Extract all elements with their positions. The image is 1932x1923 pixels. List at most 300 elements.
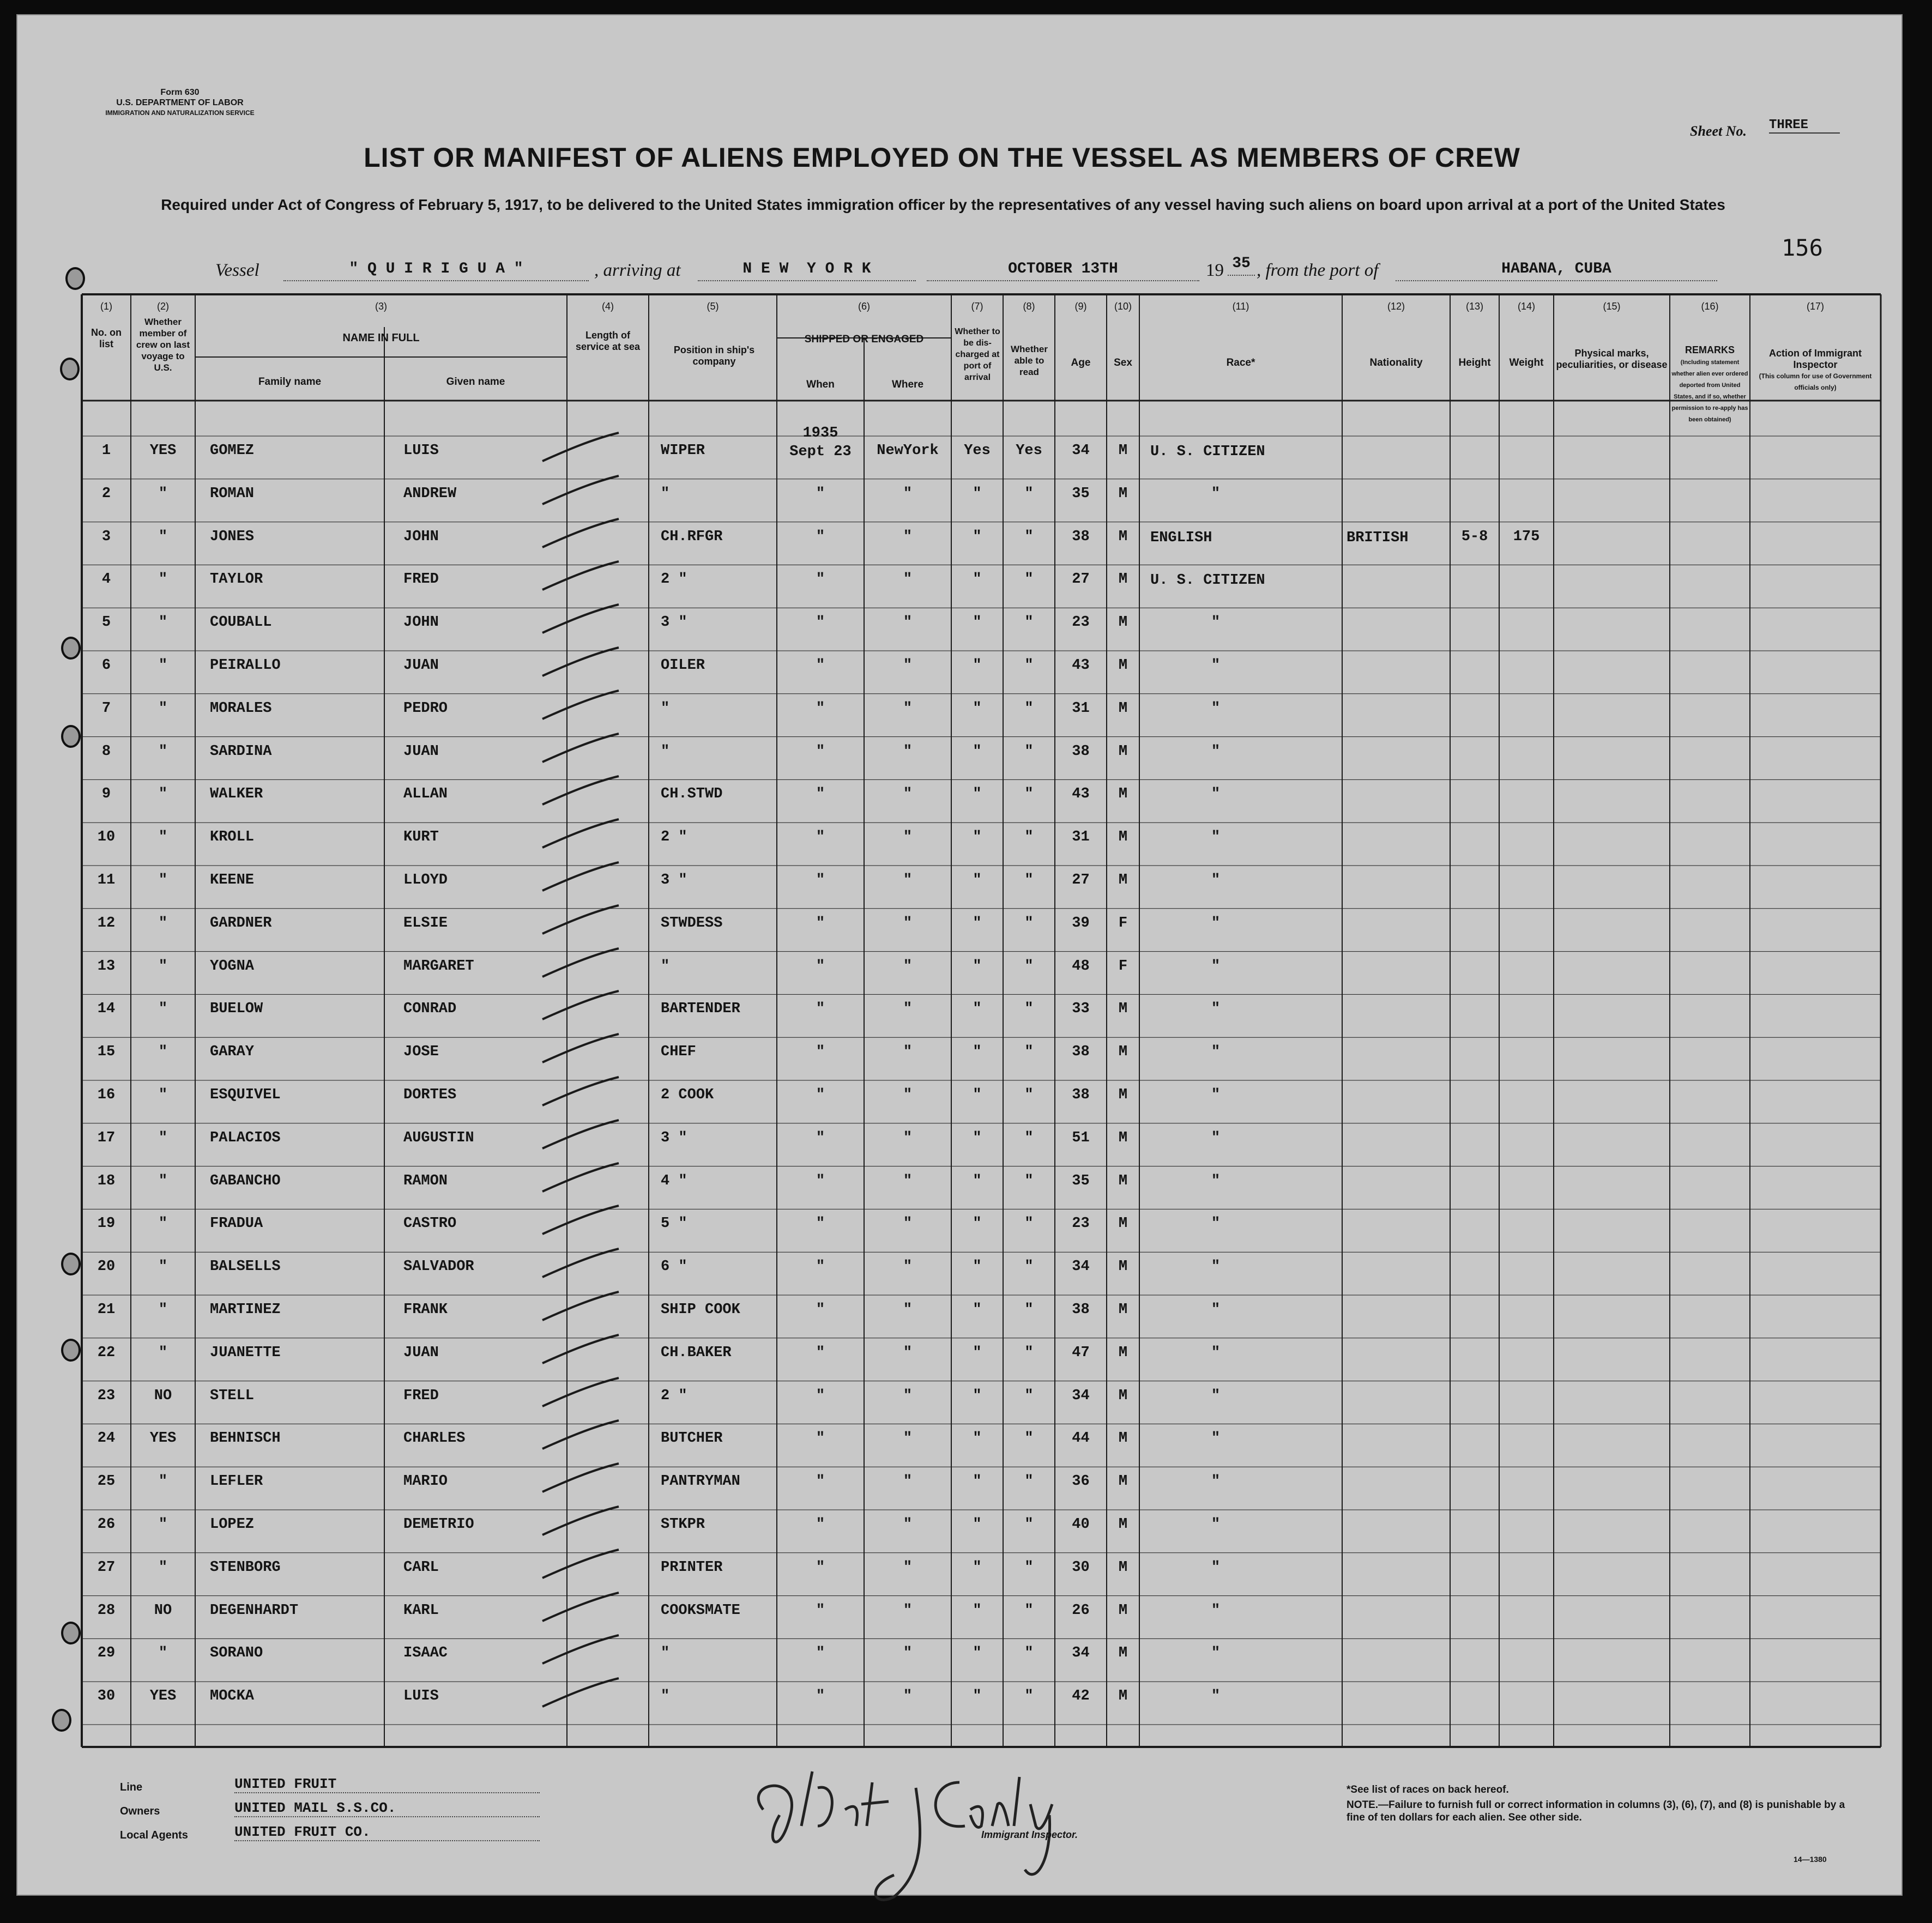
- column-number: (11): [1232, 301, 1249, 312]
- header-remarks: REMARKS: [1685, 344, 1735, 355]
- family-name: TAYLOR: [210, 571, 263, 588]
- position-value: CHEF: [661, 1044, 696, 1061]
- position-value: ": [661, 1688, 670, 1705]
- sex-value: M: [1118, 872, 1128, 888]
- last-voyage-value: NO: [154, 1602, 172, 1619]
- last-voyage-value: ": [158, 700, 168, 717]
- last-voyage-value: ": [158, 1172, 168, 1189]
- position-value: CH.BAKER: [661, 1344, 732, 1361]
- family-name: GOMEZ: [210, 443, 255, 459]
- arrival-port: N E W Y O R K: [698, 261, 916, 281]
- given-name: PEDRO: [403, 700, 448, 717]
- last-voyage-value: ": [158, 1044, 168, 1061]
- family-name: JONES: [210, 528, 255, 545]
- age-value: 27: [1072, 571, 1090, 588]
- sex-value: F: [1118, 915, 1128, 932]
- sex-value: M: [1118, 1430, 1128, 1447]
- shipped-where: ": [903, 1302, 913, 1318]
- given-name: KURT: [403, 829, 439, 846]
- inspector-label: Immigrant Inspector.: [981, 1829, 1078, 1840]
- given-name: LUIS: [403, 1688, 439, 1705]
- read-value: ": [1024, 1172, 1034, 1189]
- shipped-where: ": [903, 1216, 913, 1232]
- given-name: JOHN: [403, 528, 439, 545]
- header-physical-marks: Physical marks, peculiarities, or disease: [1556, 348, 1668, 370]
- row-number: 13: [97, 958, 116, 975]
- race-value: ": [1211, 485, 1221, 502]
- given-name: CARL: [403, 1559, 439, 1576]
- column-number: (15): [1603, 301, 1621, 312]
- row-number: 4: [101, 571, 111, 588]
- discharged-value: ": [973, 1087, 982, 1103]
- shipped-when: ": [816, 1129, 825, 1146]
- read-value: ": [1024, 1559, 1034, 1576]
- read-value: ": [1024, 829, 1034, 846]
- last-voyage-value: ": [158, 1473, 168, 1490]
- shipped-where: ": [903, 1688, 913, 1705]
- sex-value: M: [1118, 1387, 1128, 1404]
- age-value: 38: [1072, 743, 1090, 760]
- age-value: 23: [1072, 1216, 1090, 1232]
- age-value: 30: [1072, 1559, 1090, 1576]
- shipped-where: ": [903, 614, 913, 631]
- discharged-value: ": [973, 1044, 982, 1061]
- position-value: STWDESS: [661, 915, 723, 932]
- last-voyage-value: ": [158, 958, 168, 975]
- last-voyage-value: ": [158, 1559, 168, 1576]
- sex-value: M: [1118, 1344, 1128, 1361]
- last-voyage-value: ": [158, 786, 168, 803]
- position-value: CH.RFGR: [661, 528, 723, 545]
- page-title: LIST OR MANIFEST OF ALIENS EMPLOYED ON THE VESSEL AS MEMBERS OF CREW: [364, 142, 1520, 173]
- race-value: ": [1211, 1430, 1221, 1447]
- given-name: JUAN: [403, 743, 439, 760]
- given-name: ISAAC: [403, 1645, 448, 1662]
- family-name: PALACIOS: [210, 1129, 281, 1146]
- shipped-when: ": [816, 1430, 825, 1447]
- read-value: ": [1024, 528, 1034, 545]
- family-name: BUELOW: [210, 1001, 263, 1018]
- sex-value: M: [1118, 786, 1128, 803]
- last-voyage-value: ": [158, 915, 168, 932]
- discharged-value: ": [973, 1602, 982, 1619]
- weight-value: 175: [1513, 528, 1540, 545]
- read-value: ": [1024, 1473, 1034, 1490]
- row-number: 21: [97, 1302, 116, 1318]
- last-voyage-value: ": [158, 1129, 168, 1146]
- age-value: 35: [1072, 485, 1090, 502]
- row-number: 9: [101, 786, 111, 803]
- penalty-note: NOTE.—Failure to furnish full or correct information in columns (3), (6), (7), and (8) is punishable by a fine of ten dollars for each alien. See other side.: [1347, 1799, 1845, 1823]
- family-name: ESQUIVEL: [210, 1087, 281, 1103]
- shipped-when: ": [816, 1087, 825, 1103]
- year-prefix: 19: [1206, 261, 1224, 280]
- nationality-value: BRITISH: [1347, 529, 1409, 546]
- last-voyage-value: ": [158, 485, 168, 502]
- shipped-when: ": [816, 1259, 825, 1275]
- given-name: RAMON: [403, 1172, 448, 1189]
- read-value: ": [1024, 1302, 1034, 1318]
- age-value: 40: [1072, 1516, 1090, 1533]
- column-number: (13): [1465, 301, 1483, 312]
- sex-value: M: [1118, 1559, 1128, 1576]
- age-value: 27: [1072, 872, 1090, 888]
- header-no-on-list: No. on list: [91, 327, 122, 349]
- given-name: CONRAD: [403, 1001, 457, 1018]
- from-label: , from the port of: [1257, 261, 1379, 280]
- shipped-year: 1935: [802, 425, 838, 442]
- form-number: Form 630: [160, 88, 200, 97]
- age-value: 34: [1072, 1259, 1090, 1275]
- family-name: MOCKA: [210, 1688, 255, 1705]
- shipped-when: ": [816, 1602, 825, 1619]
- position-value: OILER: [661, 657, 705, 674]
- form-code: 14—1380: [1794, 1855, 1827, 1864]
- position-value: 3 ": [661, 872, 687, 888]
- sex-value: M: [1118, 485, 1128, 502]
- given-name: ANDREW: [403, 485, 457, 502]
- sex-value: M: [1118, 657, 1128, 674]
- race-value: U. S. CITIZEN: [1150, 444, 1265, 460]
- read-value: ": [1024, 657, 1034, 674]
- age-value: 47: [1072, 1344, 1090, 1361]
- read-value: ": [1024, 1259, 1034, 1275]
- shipped-when: ": [816, 1216, 825, 1232]
- shipped-when: ": [816, 1302, 825, 1318]
- family-name: PEIRALLO: [210, 657, 281, 674]
- read-value: ": [1024, 1516, 1034, 1533]
- shipped-when: ": [816, 1645, 825, 1662]
- given-name: KARL: [403, 1602, 439, 1619]
- shipped-when: ": [816, 958, 825, 975]
- agents-label: Local Agents: [120, 1829, 188, 1841]
- family-name: WALKER: [210, 786, 263, 803]
- last-voyage-value: ": [158, 1516, 168, 1533]
- vessel-name: " Q U I R I G U A ": [283, 261, 589, 281]
- row-number: 8: [101, 743, 111, 760]
- header-last-voyage: Whether member of crew on last voyage to U.S.: [136, 317, 190, 373]
- read-value: ": [1024, 1387, 1034, 1404]
- sex-value: M: [1118, 1516, 1128, 1533]
- given-name: FRANK: [403, 1302, 448, 1318]
- column-number: (14): [1517, 301, 1535, 312]
- read-value: ": [1024, 872, 1034, 888]
- race-value: ": [1211, 1259, 1221, 1275]
- last-voyage-value: ": [158, 571, 168, 588]
- sex-value: M: [1118, 443, 1128, 459]
- row-number: 28: [97, 1602, 116, 1619]
- shipped-where: ": [903, 1001, 913, 1018]
- family-name: GARDNER: [210, 915, 272, 932]
- given-name: FRED: [403, 1387, 439, 1404]
- row-number: 14: [97, 1001, 116, 1018]
- given-name: JUAN: [403, 657, 439, 674]
- position-value: ": [661, 743, 670, 760]
- given-name: DORTES: [403, 1087, 457, 1103]
- shipped-when: ": [816, 915, 825, 932]
- race-value: U. S. CITIZEN: [1150, 572, 1265, 589]
- race-value: ": [1211, 1516, 1221, 1533]
- family-name: SARDINA: [210, 743, 272, 760]
- read-value: ": [1024, 1001, 1034, 1018]
- position-value: BARTENDER: [661, 1001, 740, 1018]
- shipped-when: ": [816, 1688, 825, 1705]
- header-inspector-action: Action of Immigrant Inspector: [1769, 348, 1862, 370]
- owners-label: Owners: [120, 1805, 160, 1817]
- column-number: (16): [1701, 301, 1719, 312]
- row-number: 3: [101, 528, 111, 545]
- position-value: ": [661, 958, 670, 975]
- shipped-where: ": [903, 1259, 913, 1275]
- discharged-value: ": [973, 1430, 982, 1447]
- race-value: ": [1211, 1602, 1221, 1619]
- position-value: ": [661, 700, 670, 717]
- shipped-when: ": [816, 743, 825, 760]
- age-value: 35: [1072, 1172, 1090, 1189]
- shipped-when: ": [816, 1516, 825, 1533]
- position-value: ": [661, 1645, 670, 1662]
- read-value: ": [1024, 958, 1034, 975]
- race-value: ": [1211, 915, 1221, 932]
- read-value: ": [1024, 743, 1034, 760]
- race-value: ": [1211, 786, 1221, 803]
- position-value: CH.STWD: [661, 786, 723, 803]
- shipped-when: ": [816, 1344, 825, 1361]
- discharged-value: ": [973, 1001, 982, 1018]
- sex-value: M: [1118, 614, 1128, 631]
- age-value: 43: [1072, 786, 1090, 803]
- given-name: MARGARET: [403, 958, 474, 975]
- shipped-where: ": [903, 829, 913, 846]
- shipped-when: ": [816, 614, 825, 631]
- age-value: 34: [1072, 1387, 1090, 1404]
- family-name: BALSELLS: [210, 1259, 281, 1275]
- family-name: ROMAN: [210, 485, 255, 502]
- shipped-where: ": [903, 915, 913, 932]
- header-given-name: Given name: [446, 376, 505, 388]
- shipped-where: ": [903, 1516, 913, 1533]
- given-name: ELSIE: [403, 915, 448, 932]
- family-name: BEHNISCH: [210, 1430, 281, 1447]
- header-nationality: Nationality: [1369, 357, 1423, 368]
- row-number: 30: [97, 1688, 116, 1705]
- header-race: Race*: [1226, 357, 1255, 368]
- race-value: ": [1211, 872, 1221, 888]
- family-name: FRADUA: [210, 1216, 263, 1232]
- height-value: 5-8: [1461, 528, 1488, 545]
- age-value: 34: [1072, 1645, 1090, 1662]
- position-value: PANTRYMAN: [661, 1473, 740, 1490]
- shipped-when: ": [816, 571, 825, 588]
- sex-value: M: [1118, 1172, 1128, 1189]
- position-value: STKPR: [661, 1516, 705, 1533]
- shipped-where: ": [903, 786, 913, 803]
- race-value: ": [1211, 1688, 1221, 1705]
- given-name: ALLAN: [403, 786, 448, 803]
- given-name: JUAN: [403, 1344, 439, 1361]
- row-number: 19: [97, 1216, 116, 1232]
- row-number: 10: [97, 829, 116, 846]
- age-value: 31: [1072, 829, 1090, 846]
- arrival-date: OCTOBER 13TH: [927, 261, 1199, 281]
- discharged-value: ": [973, 614, 982, 631]
- discharged-value: ": [973, 829, 982, 846]
- sex-value: M: [1118, 1645, 1128, 1662]
- shipped-where: ": [903, 872, 913, 888]
- race-value: ": [1211, 1172, 1221, 1189]
- discharged-value: ": [973, 958, 982, 975]
- shipped-when: ": [816, 700, 825, 717]
- row-number: 16: [97, 1087, 116, 1103]
- origin-port: HABANA, CUBA: [1396, 261, 1717, 281]
- race-value: ": [1211, 1044, 1221, 1061]
- race-value: ": [1211, 1001, 1221, 1018]
- last-voyage-value: ": [158, 1645, 168, 1662]
- shipped-where: ": [903, 1430, 913, 1447]
- shipped-when: ": [816, 1559, 825, 1576]
- family-name: GARAY: [210, 1044, 255, 1061]
- position-value: ": [661, 485, 670, 502]
- discharged-value: ": [973, 1516, 982, 1533]
- sex-value: M: [1118, 1001, 1128, 1018]
- year-suffix: 35: [1228, 255, 1255, 276]
- row-number: 25: [97, 1473, 116, 1490]
- shipped-where: ": [903, 1645, 913, 1662]
- age-value: 36: [1072, 1473, 1090, 1490]
- column-number: (9): [1074, 301, 1087, 312]
- position-value: 2 COOK: [661, 1087, 714, 1103]
- row-number: 26: [97, 1516, 116, 1533]
- discharged-value: ": [973, 1259, 982, 1275]
- age-value: 38: [1072, 1302, 1090, 1318]
- sex-value: F: [1118, 958, 1128, 975]
- last-voyage-value: ": [158, 1216, 168, 1232]
- shipped-where: ": [903, 1473, 913, 1490]
- discharged-value: ": [973, 1216, 982, 1232]
- discharged-value: ": [973, 1129, 982, 1146]
- race-value: ": [1211, 1473, 1221, 1490]
- shipped-when: ": [816, 657, 825, 674]
- age-value: 38: [1072, 1044, 1090, 1061]
- sex-value: M: [1118, 528, 1128, 545]
- column-number: (10): [1114, 301, 1132, 312]
- given-name: AUGUSTIN: [403, 1129, 474, 1146]
- shipped-where: ": [903, 1044, 913, 1061]
- shipped-where: NewYork: [877, 443, 939, 459]
- last-voyage-value: YES: [149, 1430, 177, 1447]
- discharged-value: ": [973, 872, 982, 888]
- race-value: ": [1211, 700, 1221, 717]
- read-value: ": [1024, 1688, 1034, 1705]
- position-value: COOKSMATE: [661, 1602, 740, 1619]
- shipped-when: ": [816, 1387, 825, 1404]
- last-voyage-value: ": [158, 614, 168, 631]
- shipped-where: ": [903, 1602, 913, 1619]
- header-where: Where: [891, 379, 924, 390]
- read-value: ": [1024, 1044, 1034, 1061]
- header-inspector-note: (This column for use of Government officials only): [1759, 372, 1872, 391]
- read-value: ": [1024, 1216, 1034, 1232]
- position-value: BUTCHER: [661, 1430, 723, 1447]
- last-voyage-value: ": [158, 1259, 168, 1275]
- sex-value: M: [1118, 829, 1128, 846]
- row-number: 15: [97, 1044, 116, 1061]
- shipped-where: ": [903, 1172, 913, 1189]
- race-value: ": [1211, 743, 1221, 760]
- given-name: DEMETRIO: [403, 1516, 474, 1533]
- discharged-value: ": [973, 1473, 982, 1490]
- header-shipped-or-engaged: SHIPPED OR ENGAGED: [804, 334, 924, 345]
- row-number: 11: [97, 872, 116, 888]
- read-value: ": [1024, 1087, 1034, 1103]
- row-number: 29: [97, 1645, 116, 1662]
- page-stamp: 156: [1782, 234, 1823, 261]
- shipped-when: ": [816, 1001, 825, 1018]
- age-value: 51: [1072, 1129, 1090, 1146]
- discharged-value: ": [973, 1387, 982, 1404]
- shipped-when: ": [816, 1172, 825, 1189]
- row-number: 5: [101, 614, 111, 631]
- sex-value: M: [1118, 571, 1128, 588]
- discharged-value: ": [973, 1645, 982, 1662]
- header-sex: Sex: [1114, 357, 1132, 368]
- last-voyage-value: YES: [149, 443, 177, 459]
- race-value: ": [1211, 1344, 1221, 1361]
- read-value: ": [1024, 915, 1034, 932]
- discharged-value: ": [973, 1344, 982, 1361]
- shipped-where: ": [903, 743, 913, 760]
- shipped-when: ": [816, 786, 825, 803]
- position-value: 5 ": [661, 1216, 687, 1232]
- shipped-when: ": [816, 1473, 825, 1490]
- last-voyage-value: ": [158, 657, 168, 674]
- shipped-where: ": [903, 1387, 913, 1404]
- family-name: SORANO: [210, 1645, 263, 1662]
- family-name: JUANETTE: [210, 1344, 281, 1361]
- race-value: ": [1211, 829, 1221, 846]
- header-position: Position in ship's company: [673, 344, 755, 367]
- column-number: (12): [1387, 301, 1405, 312]
- read-value: ": [1024, 571, 1034, 588]
- discharged-value: ": [973, 743, 982, 760]
- read-value: ": [1024, 614, 1034, 631]
- discharged-value: ": [973, 528, 982, 545]
- read-value: ": [1024, 786, 1034, 803]
- race-value: ": [1211, 958, 1221, 975]
- column-number: (8): [1023, 301, 1035, 312]
- sex-value: M: [1118, 1302, 1128, 1318]
- last-voyage-value: ": [158, 1087, 168, 1103]
- header-height: Height: [1458, 357, 1491, 368]
- sex-value: M: [1118, 1473, 1128, 1490]
- shipped-when: ": [816, 528, 825, 545]
- family-name: KROLL: [210, 829, 255, 846]
- row-number: 17: [97, 1129, 116, 1146]
- line-label: Line: [120, 1781, 143, 1793]
- sex-value: M: [1118, 700, 1128, 717]
- shipped-where: ": [903, 1129, 913, 1146]
- last-voyage-value: ": [158, 1302, 168, 1318]
- discharged-value: ": [973, 786, 982, 803]
- header-able-to-read: Whether able to read: [1011, 344, 1048, 377]
- last-voyage-value: ": [158, 743, 168, 760]
- race-value: ": [1211, 614, 1221, 631]
- position-value: 3 ": [661, 1129, 687, 1146]
- shipped-where: ": [903, 958, 913, 975]
- shipped-when: ": [816, 485, 825, 502]
- sheet-number: THREE: [1769, 118, 1840, 134]
- family-name: DEGENHARDT: [210, 1602, 299, 1619]
